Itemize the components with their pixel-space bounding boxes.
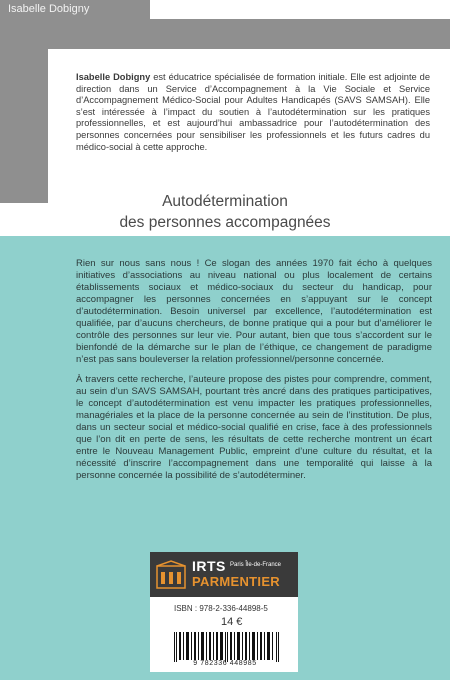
book-description — [76, 258, 432, 490]
publisher-subname: PARMENTIER — [192, 574, 280, 589]
bio-author-name: Isabelle Dobigny — [76, 72, 151, 82]
publisher-building-icon — [156, 560, 186, 590]
barcode-digits: 9 782336 448985 — [193, 660, 257, 667]
publisher-header — [150, 552, 298, 597]
gray-frame-top — [0, 19, 450, 49]
book-title — [0, 191, 450, 233]
publisher-box — [150, 552, 298, 672]
author-name-tab: Isabelle Dobigny — [0, 0, 150, 19]
description-paragraph-1: Rien sur nous sans nous ! Ce slogan des années 1970 fait écho à quelques initiatives d’associations au niveau national ou plus localement de certains établissements sociaux et médico-sociaux du secteur du handicap, pour accompagner les personnes concernées en s’appuyant sur le concept d’autodétermination. Besoin universel par excellence, l’autodétermination est qualifiée, par d’aucuns chercheurs, de bonne pratique qui a pour but d’améliorer le contrôle des personnes sur leur vie. Pour autant, bien que tous s’accordent sur le bienfondé de la démarche sur le plan de l’éthique, ce changement de paradigme n’est pas sans bouleverser la relation professionnel/personne concernée. — [76, 258, 432, 365]
title-line-1: Autodétermination — [162, 193, 288, 210]
isbn-text: ISBN : 978-2-336-44898-5 — [174, 604, 268, 613]
description-paragraph-2: À travers cette recherche, l’auteure propose des pistes pour comprendre, comment, au sein d’un SAVS SAMSAH, pourtant très ancré dans des pratiques participatives, le concept d’autodétermination est venu impacter les pratiques professionnelles, managériales et la place de la personne concernée au sein de l’institution. De plus, dans un secteur social et médico-social qualifié en crise, face à des professionnels que l’on dit en perte de sens, les résultats de cette recherche montrent un écart entre le Nouveau Management Public, empreint d’une culture du résultat, et la nécessité d’inscrire l’accompagnement dans une temporalité qui laisse à la personne concernée la possibilité de s’autodéterminer. — [76, 374, 432, 481]
title-line-2: des personnes accompagnées — [119, 214, 331, 231]
publisher-region: Paris Île-de-France — [230, 562, 282, 568]
gray-frame-left — [0, 19, 48, 203]
publisher-brand: IRTS — [192, 558, 226, 574]
author-bio — [76, 72, 430, 153]
barcode-icon — [172, 632, 282, 662]
price-text: 14 € — [221, 616, 243, 628]
bio-text: est éducatrice spécialisée de formation initiale. Elle est adjointe de direction dans un Service d’Accompagnement à la Vie Sociale et Service d’Accompagnement Médico-Social pour Adultes Handicapés (SAVS SAMSAH). Elle s’est intéressée à l’impact du soutien à l’autodétermination sur les pratiques professionnelles, et est aujourd’hui ambassadrice pour l’autodétermination des personnes concernées pour sensibiliser les professionnels et les futurs cadres du médico-social à cette approche. — [76, 72, 430, 152]
